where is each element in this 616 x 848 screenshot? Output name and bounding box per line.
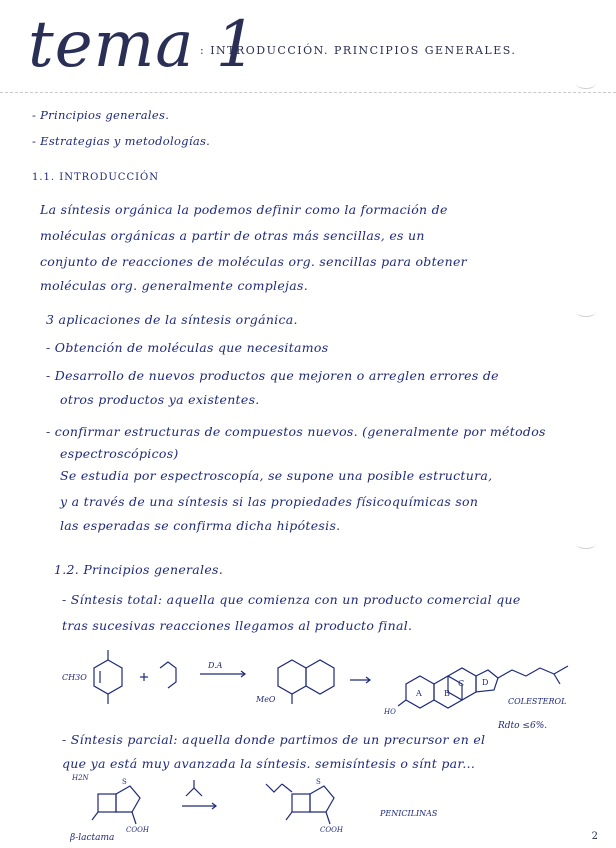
- application-item: - Desarrollo de nuevos productos que mejoren o arreglen errores de: [46, 368, 499, 383]
- application-item: - confirmar estructuras de compuestos nuevos. (generalmente por métodos: [46, 424, 546, 439]
- substituent-label: CH3O: [62, 673, 87, 682]
- application-item: - Obtención de moléculas que necesitamos: [46, 340, 329, 355]
- diene: [160, 662, 176, 688]
- beta-lactam-ring: [98, 794, 116, 812]
- application-item: y a través de una síntesis si las propiedades físicoquímicas son: [60, 494, 479, 509]
- outline-item: - Estrategias y metodologías.: [32, 134, 211, 148]
- reagent-label: D.A: [208, 661, 223, 670]
- ring-label: C: [458, 679, 465, 688]
- divider: [0, 92, 616, 93]
- sulfur-label: S: [122, 778, 127, 786]
- hydroxyl-label: HO: [384, 708, 396, 716]
- page-number: 2: [591, 831, 598, 842]
- paragraph-line: - Síntesis parcial: aquella donde partimos de un precursor en el: [62, 732, 486, 747]
- ring-label: A: [416, 689, 422, 698]
- carboxyl-label: COOH: [320, 826, 343, 834]
- section-heading: 1.1. INTRODUCCIÓN: [32, 172, 160, 183]
- ring-label: B: [444, 689, 450, 698]
- page-title: tema 1: [28, 8, 258, 82]
- product-label: PENICILINAS: [380, 809, 438, 818]
- page-subtitle: : INTRODUCCIÓN. PRINCIPIOS GENERALES.: [200, 44, 517, 57]
- reaction-scheme-total-synthesis: [60, 640, 600, 740]
- paragraph-line: conjunto de reacciones de moléculas org. sencillas para obtener: [40, 254, 467, 269]
- paragraph-line: - Síntesis total: aquella que comienza con un producto comercial que: [62, 592, 521, 607]
- carboxyl-label: COOH: [126, 826, 149, 834]
- application-item: otros productos ya existentes.: [60, 392, 260, 407]
- thiazolidine-ring: [116, 786, 140, 812]
- ring-label: D: [482, 678, 489, 687]
- sulfur-label: S: [316, 778, 321, 786]
- margin-mark: [576, 538, 596, 549]
- applications-intro: 3 aplicaciones de la síntesis orgánica.: [46, 312, 298, 327]
- amine-label: H2N: [72, 774, 89, 782]
- paragraph-line: tras sucesivas reacciones llegamos al producto final.: [62, 618, 413, 633]
- paragraph-line: que ya está muy avanzada la síntesis. semisíntesis o sínt par...: [62, 756, 476, 771]
- product-label: COLESTEROL: [508, 697, 567, 706]
- application-item: espectroscópicos): [60, 446, 179, 461]
- margin-mark: [576, 306, 596, 317]
- yield-note: Rdto ≤6%.: [498, 721, 548, 731]
- application-item: Se estudia por espectroscopía, se supone una posible estructura,: [60, 468, 493, 483]
- outline-item: - Principios generales.: [32, 108, 170, 122]
- substituent-label: MeO: [256, 695, 276, 704]
- margin-mark: [576, 78, 596, 89]
- paragraph-line: moléculas org. generalmente complejas.: [40, 278, 308, 293]
- section-heading: 1.2. Principios generales.: [54, 562, 224, 577]
- beta-lactam-label: β-lactama: [70, 833, 115, 842]
- paragraph-line: La síntesis orgánica la podemos definir como la formación de: [40, 202, 448, 217]
- application-item: las esperadas se confirma dicha hipótesis.: [60, 518, 341, 533]
- benzene-ring: [94, 660, 122, 694]
- paragraph-line: moléculas orgánicas a partir de otras más sencillas, es un: [40, 228, 425, 243]
- reaction-scheme-partial-synthesis: [70, 770, 490, 842]
